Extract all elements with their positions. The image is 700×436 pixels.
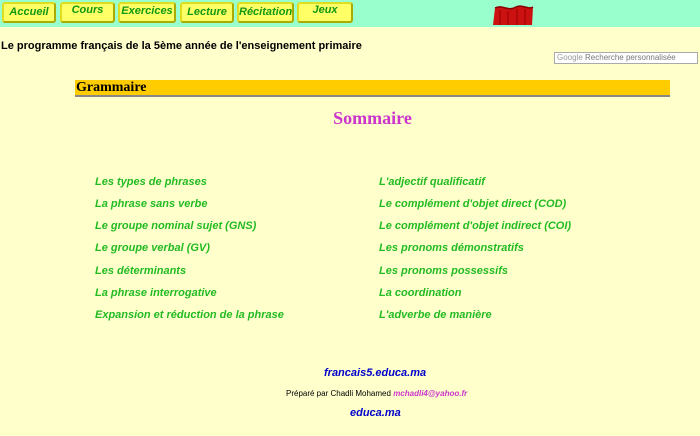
home-link[interactable]: educa.ma bbox=[350, 407, 401, 419]
topic-link-right[interactable]: Le complément d'objet indirect (COI) bbox=[379, 220, 572, 232]
topic-link-right[interactable]: La coordination bbox=[379, 287, 462, 299]
topic-link-right[interactable]: Les pronoms possessifs bbox=[379, 265, 508, 277]
topic-link-left[interactable]: Expansion et réduction de la phrase bbox=[95, 309, 284, 321]
site-link[interactable]: francais5.educa.ma bbox=[324, 367, 427, 379]
topic-link-left[interactable]: Le groupe nominal sujet (GNS) bbox=[95, 220, 257, 232]
topic-link-right[interactable]: Le complément d'objet direct (COD) bbox=[379, 198, 567, 210]
page-intro: Le programme français de la 5ème année de l'enseignement primaire bbox=[1, 40, 362, 52]
search-input[interactable] bbox=[554, 52, 698, 64]
topic-link-left[interactable]: La phrase sans verbe bbox=[95, 198, 208, 210]
tab-lecture[interactable]: Lecture bbox=[180, 2, 234, 23]
topic-link-left[interactable]: Les déterminants bbox=[95, 265, 187, 277]
tab-exercices[interactable]: Exercices bbox=[118, 2, 176, 23]
tab-cours[interactable]: Cours bbox=[60, 2, 115, 23]
email-link[interactable]: mchadli4@yahoo.fr bbox=[393, 389, 468, 398]
topic-link-left[interactable]: La phrase interrogative bbox=[95, 287, 217, 299]
credit-line bbox=[286, 389, 467, 398]
tab-jeux[interactable]: Jeux bbox=[297, 2, 353, 23]
topic-link-left[interactable]: Le groupe verbal (GV) bbox=[95, 242, 210, 254]
google-brand-label: Google bbox=[557, 53, 583, 62]
topic-link-right[interactable]: Les pronoms démonstratifs bbox=[379, 242, 524, 254]
credit-text: Préparé par Chadli Mohamed bbox=[286, 389, 391, 398]
search-placeholder: Recherche personnalisée bbox=[585, 53, 676, 62]
section-title: Grammaire bbox=[75, 80, 670, 97]
tab-accueil[interactable]: Accueil bbox=[2, 2, 56, 23]
flag-icon bbox=[492, 4, 534, 26]
topic-link-left[interactable]: Les types de phrases bbox=[95, 176, 207, 188]
topic-link-right[interactable]: L'adjectif qualificatif bbox=[379, 176, 485, 188]
navbar bbox=[0, 0, 700, 27]
page-heading: Sommaire bbox=[333, 108, 412, 128]
tab-recitation[interactable]: Récitation bbox=[237, 2, 294, 23]
topic-link-right[interactable]: L'adverbe de manière bbox=[379, 309, 492, 321]
